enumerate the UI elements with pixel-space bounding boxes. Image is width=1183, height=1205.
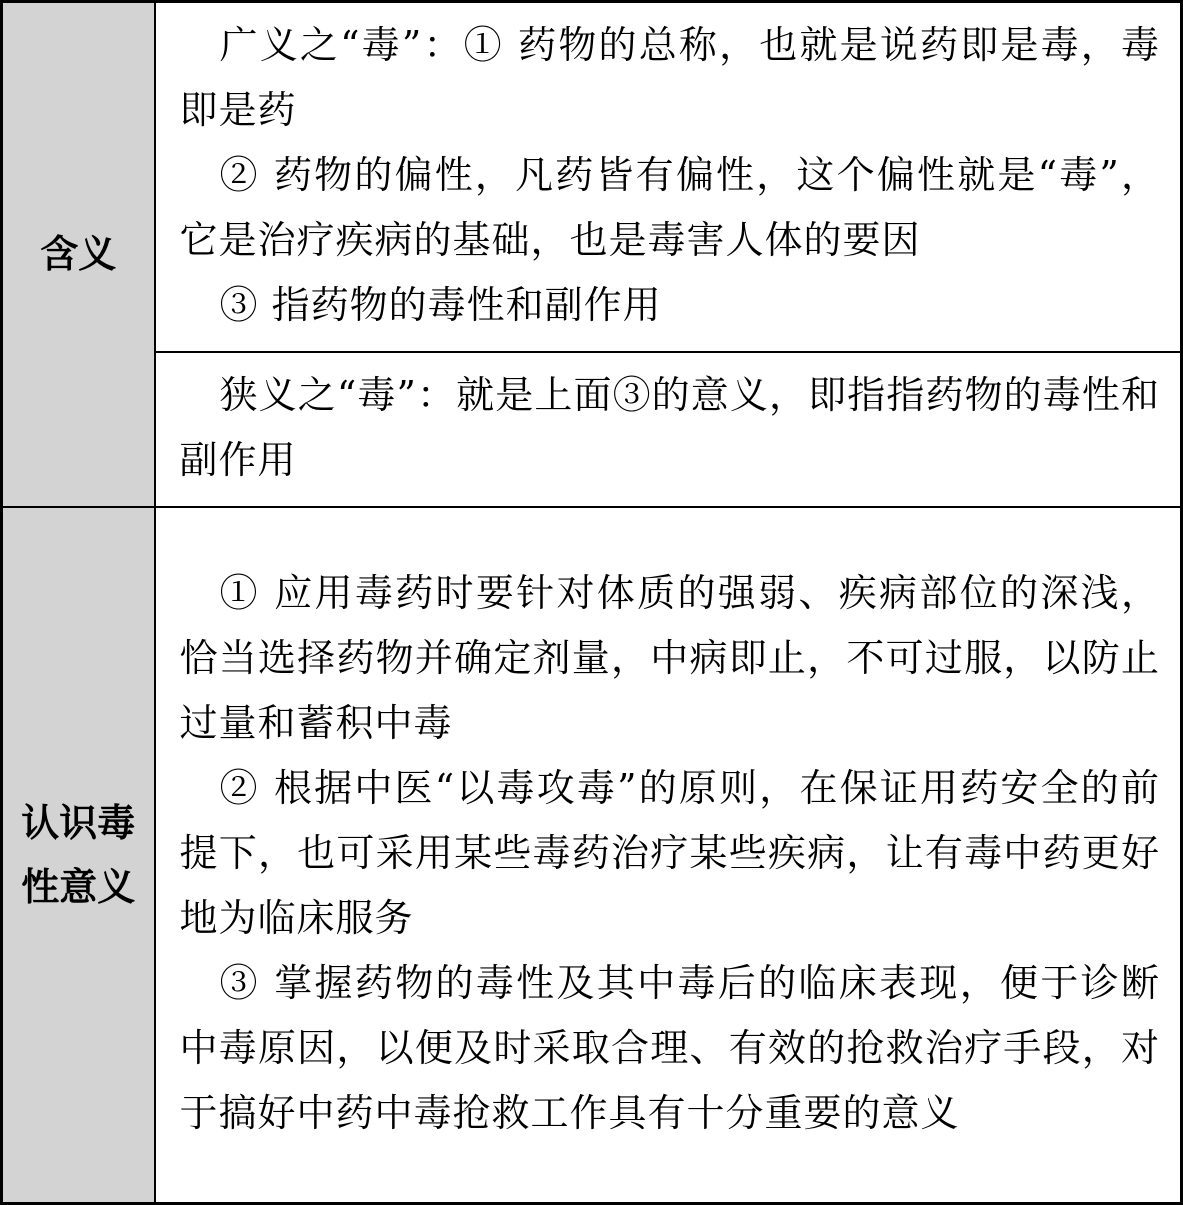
content-paragraph: 广义之“毒”：① 药物的总称，也就是说药即是毒，毒即是药	[179, 23, 1160, 133]
content-paragraph: ② 药物的偏性，凡药皆有偏性，这个偏性就是“毒”，它是治疗疾病的基础，也是毒害人体的要因	[179, 153, 1160, 263]
content-paragraph: ② 根据中医“以毒攻毒”的原则，在保证用药安全的前提下，也可采用某些毒药治疗某些疾病，让有毒中药更好地为临床服务	[179, 766, 1160, 941]
content-paragraph: ③ 指药物的毒性和副作用	[219, 283, 662, 328]
content-paragraph: 狭义之“毒”：就是上面③的意义，即指指药物的毒性和副作用	[179, 373, 1160, 482]
row-header-meaning: 含义	[2, 2, 155, 507]
content-paragraph: ① 应用毒药时要针对体质的强弱、疾病部位的深浅，恰当选择药物并确定剂量，中病即止，不可过服，以防止过量和蓄积中毒	[179, 571, 1160, 746]
content-paragraph: ③ 掌握药物的毒性及其中毒后的临床表现，便于诊断中毒原因，以便及时采取合理、有效的抢救治疗手段，对于搞好中药中毒抢救工作具有十分重要的意义	[179, 961, 1160, 1136]
label-line: 性意义	[21, 864, 136, 909]
table-row	[2, 2, 1182, 352]
table-row	[2, 507, 1182, 1204]
narrow-meaning-cell	[155, 352, 1182, 507]
significance-cell	[155, 507, 1182, 1204]
table-row	[2, 352, 1182, 507]
broad-meaning-cell	[155, 2, 1182, 352]
label-line: 认识毒	[21, 800, 136, 845]
row-header-significance	[2, 507, 155, 1204]
